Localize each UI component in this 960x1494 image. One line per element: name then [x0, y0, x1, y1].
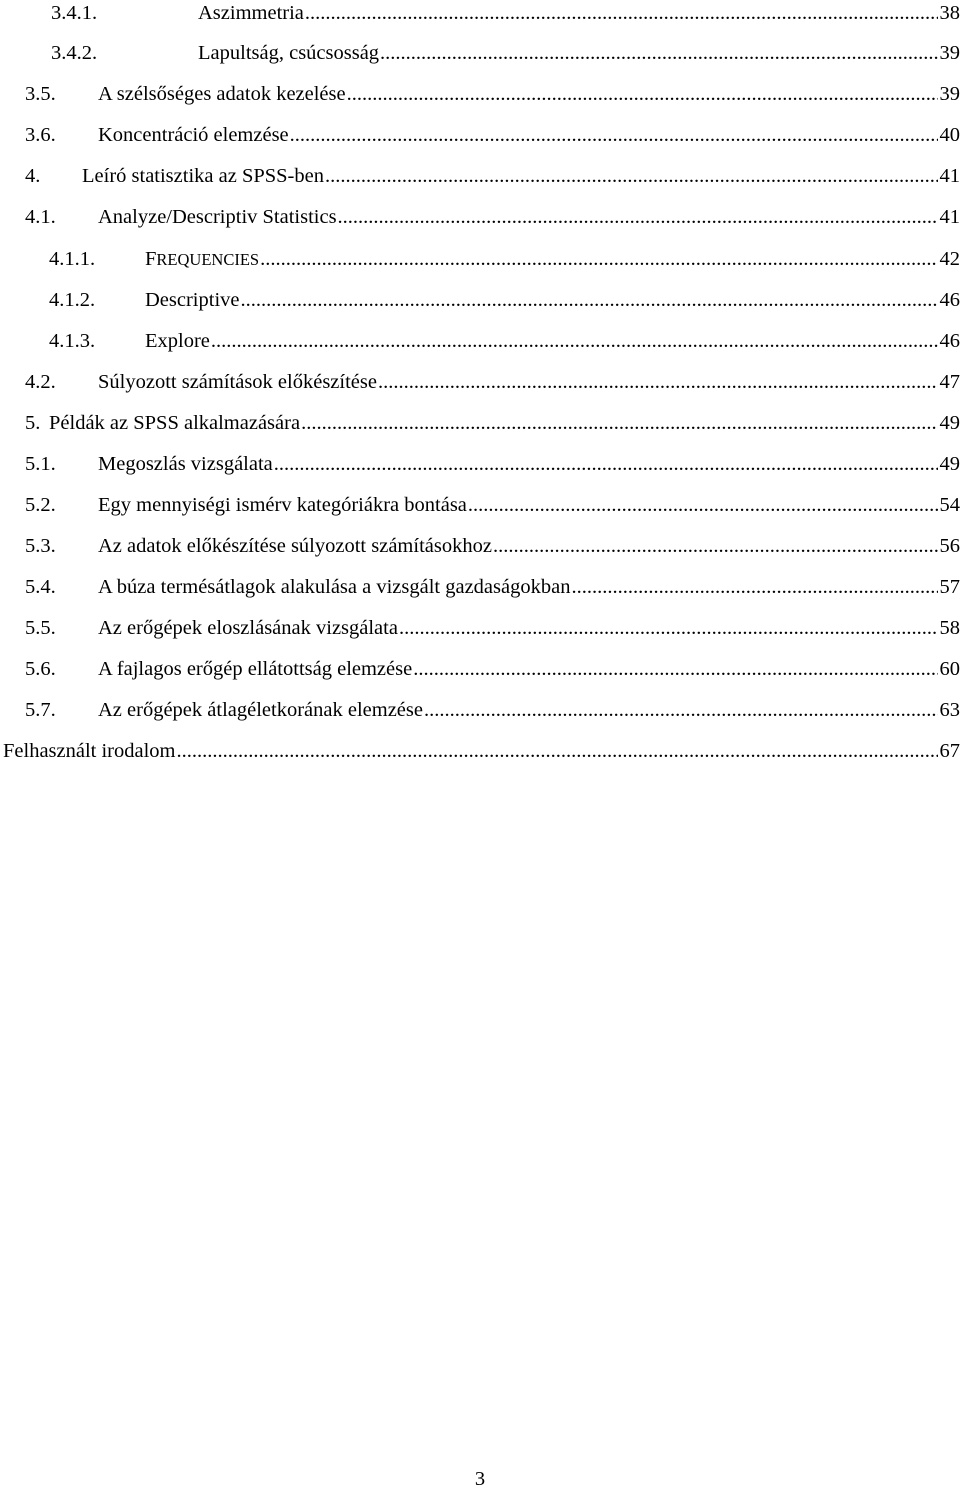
toc-entry-title: Descriptive	[145, 285, 240, 315]
toc-entry-4[interactable]	[0, 161, 960, 191]
toc-entry-4-2[interactable]	[0, 367, 960, 397]
dot-leader	[378, 367, 938, 397]
toc-entry-page: 42	[940, 244, 960, 274]
dot-leader	[424, 695, 938, 725]
toc-entry-title: Megoszlás vizsgálata	[98, 449, 273, 479]
toc-entry-title	[145, 244, 259, 275]
toc-entry-title: Példák az SPSS alkalmazására	[49, 408, 300, 438]
toc-entry-3-5[interactable]	[0, 79, 960, 109]
toc-entry-5-5[interactable]	[0, 613, 960, 643]
toc-entry-number: 4.1.	[0, 202, 98, 232]
toc-entry-page: 41	[940, 161, 960, 191]
toc-entry-number: 5.	[0, 408, 49, 438]
dot-leader	[413, 654, 937, 684]
toc-entry-4-1-1[interactable]	[0, 244, 960, 274]
dot-leader	[325, 161, 938, 191]
toc-entry-3-6[interactable]	[0, 120, 960, 150]
dot-leader	[493, 531, 938, 561]
toc-entry-title: Az adatok előkészítése súlyozott számításokhoz	[98, 531, 492, 561]
toc-entry-3-4-2[interactable]	[0, 38, 960, 68]
toc-entry-page: 60	[940, 654, 960, 684]
toc-entry-number: 3.4.2.	[0, 38, 198, 68]
toc-entry-number: 5.4.	[0, 572, 98, 602]
toc-entry-page: 39	[940, 38, 960, 68]
toc-entry-page: 38	[940, 0, 960, 28]
toc-entry-number: 4.2.	[0, 367, 98, 397]
dot-leader	[399, 613, 938, 643]
toc-entry-4-1[interactable]	[0, 202, 960, 232]
toc-entry-title: Az erőgépek eloszlásának vizsgálata	[98, 613, 398, 643]
toc-entry-page: 49	[940, 408, 960, 438]
toc-entry-title: Súlyozott számítások előkészítése	[98, 367, 377, 397]
toc-entry-title: Analyze/Descriptiv Statistics	[98, 202, 337, 232]
toc-entry-page: 46	[940, 326, 960, 356]
toc-entry-page: 46	[940, 285, 960, 315]
dot-leader	[177, 736, 938, 766]
dot-leader	[260, 244, 937, 274]
toc-entry-number: 5.5.	[0, 613, 98, 643]
toc-entry-number: 5.6.	[0, 654, 98, 684]
dot-leader	[338, 202, 938, 232]
toc-entry-number: 5.3.	[0, 531, 98, 561]
toc-entry-title: Aszimmetria	[198, 0, 304, 28]
toc-entry-title: Koncentráció elemzése	[98, 120, 289, 150]
toc-entry-title: A búza termésátlagok alakulása a vizsgált gazdaságokban	[98, 572, 570, 602]
toc-entry-5-2[interactable]	[0, 490, 960, 520]
toc-entry-title: Egy mennyiségi ismérv kategóriákra bontása	[98, 490, 467, 520]
toc-entry-4-1-2[interactable]	[0, 285, 960, 315]
toc-entry-page: 63	[940, 695, 960, 725]
toc-entry-number: 4.1.1.	[0, 244, 145, 274]
toc-entry-title-smallcaps: REQUENCIES	[156, 250, 259, 269]
toc-entry-number: 4.1.3.	[0, 326, 145, 356]
toc-entry-title: Lapultság, csúcsosság	[198, 38, 379, 68]
toc-entry-5-6[interactable]	[0, 654, 960, 684]
toc-entry-page: 56	[940, 531, 960, 561]
dot-leader	[347, 79, 938, 109]
toc-entry-number: 5.2.	[0, 490, 98, 520]
toc-entry-5-3[interactable]	[0, 531, 960, 561]
dot-leader	[290, 120, 938, 150]
toc-entry-number: 5.7.	[0, 695, 98, 725]
toc-entry-page: 47	[940, 367, 960, 397]
dot-leader	[274, 449, 938, 479]
toc-entry-title: Felhasznált irodalom	[3, 736, 176, 766]
toc-entry-number: 4.	[0, 161, 82, 191]
toc-entry-felhasznalt-irodalom[interactable]	[0, 736, 960, 766]
toc-entry-title: Leíró statisztika az SPSS-ben	[82, 161, 324, 191]
toc-entry-number: 5.1.	[0, 449, 98, 479]
dot-leader	[241, 285, 938, 315]
toc-entry-title: Az erőgépek átlagéletkorának elemzése	[98, 695, 423, 725]
toc-entry-4-1-3[interactable]	[0, 326, 960, 356]
dot-leader	[211, 326, 938, 356]
toc-entry-page: 39	[940, 79, 960, 109]
toc-entry-page: 58	[940, 613, 960, 643]
toc-entry-5-7[interactable]	[0, 695, 960, 725]
dot-leader	[571, 572, 937, 602]
toc-entry-page: 54	[940, 490, 960, 520]
toc-entry-number: 3.6.	[0, 120, 98, 150]
toc-entry-number: 3.4.1.	[0, 0, 198, 28]
toc-entry-page: 40	[940, 120, 960, 150]
dot-leader	[301, 408, 937, 438]
toc-entry-title: A szélsőséges adatok kezelése	[98, 79, 346, 109]
toc-entry-page: 67	[940, 736, 960, 766]
toc-entry-5[interactable]	[0, 408, 960, 438]
toc-entry-title: Explore	[145, 326, 210, 356]
toc-entry-page: 49	[940, 449, 960, 479]
toc-entry-page: 41	[940, 202, 960, 232]
dot-leader	[380, 38, 937, 68]
toc-entry-5-4[interactable]	[0, 572, 960, 602]
dot-leader	[305, 0, 938, 28]
toc-entry-5-1[interactable]	[0, 449, 960, 479]
toc-entry-3-4-1[interactable]	[0, 0, 960, 28]
toc-entry-page: 57	[940, 572, 960, 602]
page-number: 3	[0, 1464, 960, 1494]
toc-entry-number: 4.1.2.	[0, 285, 145, 315]
toc-entry-number: 3.5.	[0, 79, 98, 109]
toc-entry-title: A fajlagos erőgép ellátottság elemzése	[98, 654, 412, 684]
dot-leader	[468, 490, 938, 520]
toc-entry-title-initial: F	[145, 248, 156, 270]
